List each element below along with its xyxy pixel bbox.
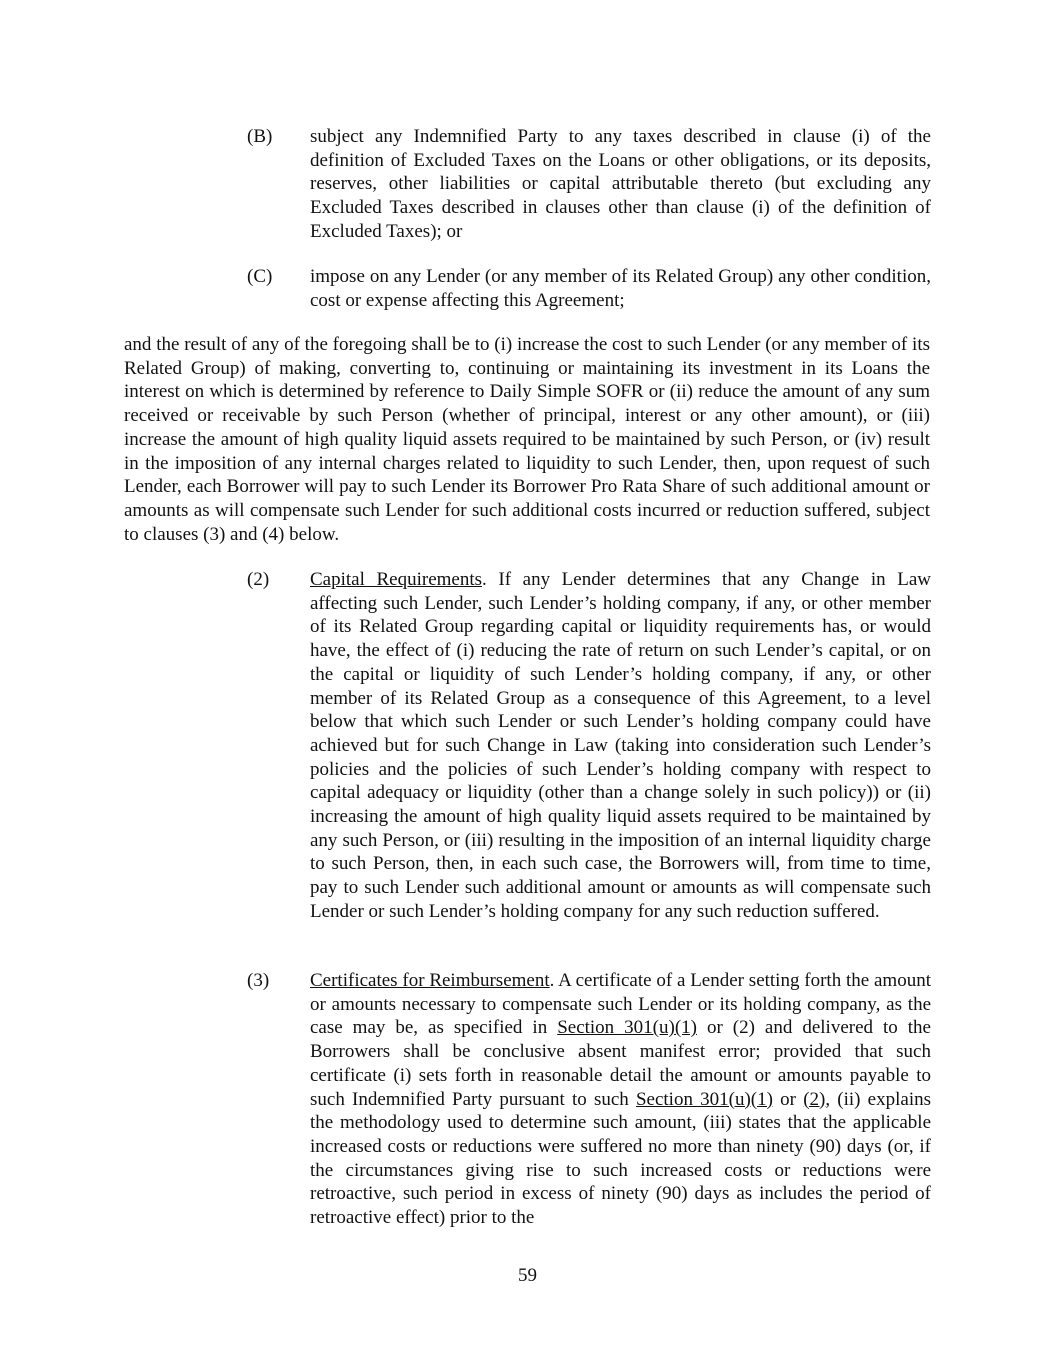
- page-number: 59: [518, 1265, 537, 1286]
- section-2-body: . If any Lender determines that any Change in Law affecting such Lender, such Lender’s holding company, if any, or other member of its Related Group regarding capital or liquidity requirements has, or would have, the effect of (i) reducing the rate of return on such Lender’s capital, or on the capital or liquidity of such Lender’s holding company, if any, or other member of its Related Group as a consequence of this Agreement, to a level below that which such Lender or such Lender’s holding company could have achieved but for such Change in Law (taking into consideration such Lender’s policies and the policies of such Lender’s holding company with respect to capital adequacy or liquidity (other than a change solely in such policy)) or (ii) increasing the amount of high quality liquid assets required to be maintained by any such Person, or (iii) resulting in the imposition of an internal liquidity charge to such Person, then, in each such case, the Borrowers will, from time to time, pay to such Lender such additional amount or amounts as will compensate such Lender or such Lender’s holding company for any such reduction suffered.: [310, 569, 931, 922]
- result-paragraph: and the result of any of the foregoing shall be to (i) increase the cost to such Lender (or any member of its Related Group) of making, converting to, continuing or maintaining its investment in its Loans the interest on which is determined by reference to Daily Simple SOFR or (ii) reduce the amount of any sum received or receivable by such Person (whether of principal, interest or any other amount), or (iii) increase the amount of high quality liquid assets required to be maintained by such Person, or (iv) result in the imposition of any internal charges related to liquidity to such Lender, then, upon request of such Lender, each Borrower will pay to such Lender its Borrower Pro Rata Share of such additional amount or amounts as will compensate such Lender for such additional costs incurred or reduction suffered, subject to clauses (3) and (4) below.: [124, 334, 930, 545]
- section-2-text: [310, 568, 931, 924]
- clause-b-label: (B): [247, 126, 273, 147]
- section-2-heading: Capital Requirements: [310, 569, 483, 590]
- section-3-body-1: . A certificate of a Lender setting forth the amount or amounts necessary to compensate such Lender or its holding company, as the case may be, as specified in: [310, 970, 931, 1039]
- section-3-text: [310, 969, 931, 1230]
- clause-c-label: (C): [247, 266, 273, 287]
- section-3-ref-3: (2): [803, 1088, 826, 1110]
- clause-b-text: subject any Indemnified Party to any taxes described in clause (i) of the definition of Excluded Taxes on the Loans or other obligations, or its deposits, reserves, other liabilities or capital attributable thereto (but excluding any Excluded Taxes described in clauses other than clause (i) of the definition of Excluded Taxes); or: [310, 126, 931, 242]
- section-3-label: (3): [247, 970, 270, 991]
- section-3-body-3: or: [772, 1088, 804, 1110]
- clause-c-text: impose on any Lender (or any member of its Related Group) any other condition, cost or expense affecting this Agreement;: [310, 266, 931, 311]
- section-3-body-2: or (2) and delivered to the Borrowers shall be conclusive absent manifest error; provided that such certificate (i) sets forth in reasonable detail the amount or amounts payable to such Indemnified Party pursuant to such: [310, 1017, 931, 1110]
- section-3-body-4: , (ii) explains the methodology used to determine such amount, (iii) states that the applicable increased costs or reductions were suffered no more than ninety (90) days (or, if the circumstances giving rise to such increased costs or reductions were retroactive, such period in excess of ninety (90) days as includes the period of retroactive effect) prior to the: [310, 1088, 932, 1229]
- section-3-ref-2: Section 301(u)(1): [635, 1088, 773, 1110]
- section-3-heading: Certificates for Reimbursement: [310, 970, 550, 991]
- section-2-label: (2): [247, 569, 270, 590]
- section-3-ref-1: Section 301(u)(1): [557, 1017, 697, 1039]
